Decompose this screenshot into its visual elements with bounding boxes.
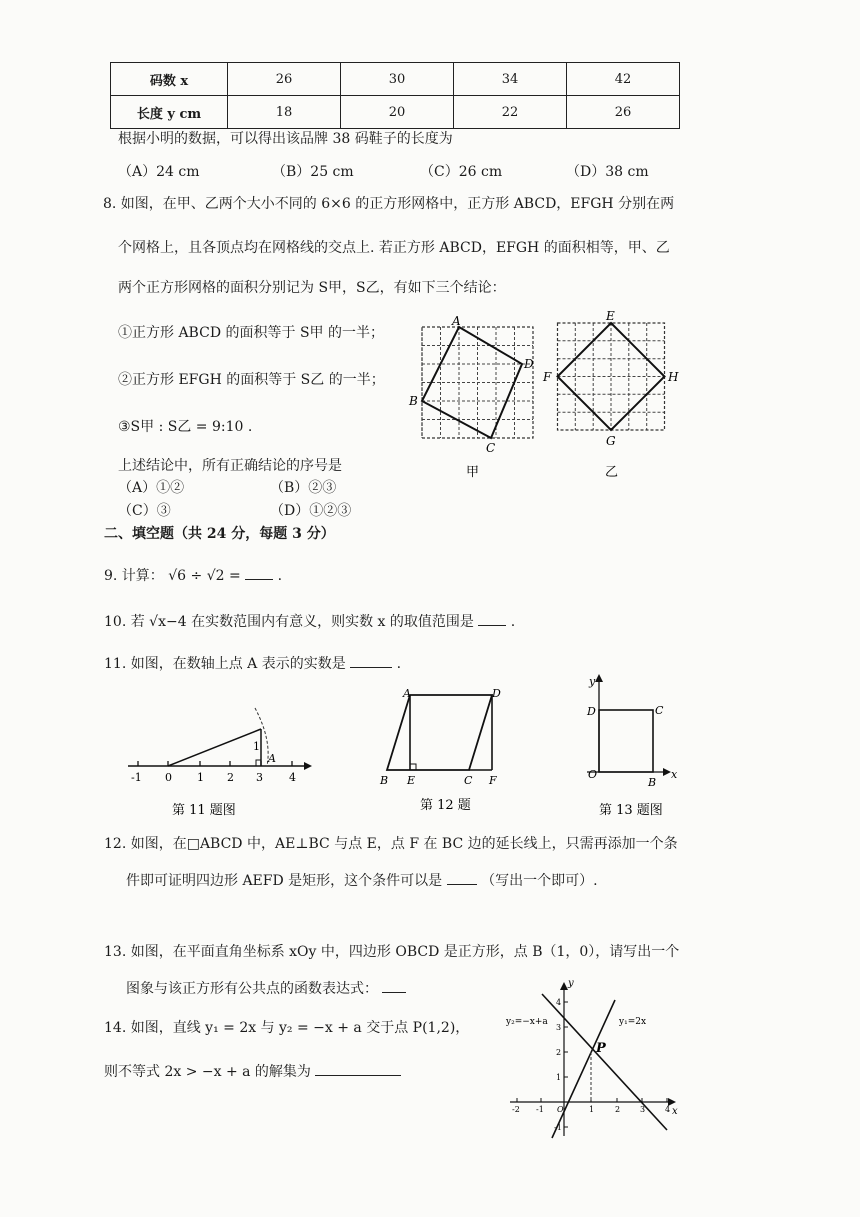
tick-label: -1: [131, 771, 142, 784]
label-g: G: [606, 434, 616, 448]
table-cell: 30: [341, 63, 454, 96]
table-row: [111, 96, 680, 129]
q8-option-d: （D）①②③: [270, 503, 352, 519]
q9-prefix: 9. 计算：: [104, 568, 164, 584]
label-c: C: [655, 704, 664, 717]
q14-line1: 14. 如图，直线 y₁ = 2x 与 y₂ = −x + a 交于点 P(1,2)，: [104, 1020, 470, 1036]
section-heading: 二、填空题（共 24 分，每题 3 分）: [104, 526, 335, 542]
q7-option-c: （C）26 cm: [420, 164, 503, 180]
table-header-length: 长度 y cm: [111, 96, 228, 129]
label-f: F: [543, 370, 552, 384]
arrow-icon: [304, 762, 312, 770]
label-b: B: [648, 776, 657, 789]
q13-answer-blank: [382, 992, 406, 993]
q14-answer-blank: [315, 1075, 401, 1076]
q8-line1: 8. 如图，在甲、乙两个大小不同的 6×6 的正方形网格中，正方形 ABCD，EFGH 分别在两: [103, 196, 675, 212]
label-d: D: [587, 705, 596, 718]
table-cell: 26: [228, 63, 341, 96]
label-c: C: [464, 774, 473, 787]
figure-yi: [540, 310, 690, 486]
label-e: E: [407, 774, 416, 787]
q8-option-a: （A）①②: [118, 480, 185, 496]
label-y: y: [568, 978, 574, 989]
q13-line2: 图象与该正方形有公共点的函数表达式：: [126, 981, 378, 997]
label-d: D: [492, 687, 501, 700]
tick-label: -1: [536, 1105, 544, 1114]
q10-text: 在实数范围内有意义，则实数 x 的取值范围是: [191, 614, 474, 630]
line-y1: [552, 1000, 615, 1138]
label-y1: y₁=2x: [619, 1017, 647, 1027]
caption-11: 第 11 题图: [172, 803, 236, 818]
tick-label: 4: [289, 771, 296, 784]
label-a: A: [268, 752, 276, 765]
table-cell: 20: [341, 96, 454, 129]
q7-option-b: （B）25 cm: [272, 164, 354, 180]
label-o: O: [588, 768, 598, 781]
tick-label: 2: [615, 1105, 621, 1114]
tick-label: 1: [197, 771, 204, 784]
caption-12: 第 12 题: [420, 798, 471, 813]
table-row: [111, 63, 680, 96]
q14-line2: 则不等式 2x > −x + a 的解集为: [104, 1064, 311, 1080]
label-a: A: [452, 314, 461, 328]
q12-line1: 12. 如图，在□ABCD 中，AE⊥BC 与点 E，点 F 在 BC 边的延长线上，只需再添加一个条: [104, 836, 678, 852]
label-b: B: [380, 774, 389, 787]
label-c: C: [486, 441, 496, 455]
tick-label: 3: [256, 771, 263, 784]
y-arrow-icon: [560, 982, 568, 990]
q8-option-b: （B）②③: [270, 480, 337, 496]
q7-option-d: （D）38 cm: [566, 164, 649, 180]
y-arrow-icon: [595, 674, 603, 682]
tick-label: 2: [556, 1048, 562, 1057]
tick-label: 2: [227, 771, 234, 784]
label-a: A: [403, 687, 411, 700]
tick-label: 4: [665, 1105, 671, 1114]
tick-label: 3: [556, 1023, 562, 1032]
tick-label: O: [557, 1105, 564, 1114]
q9-expression: √6 ÷ √2 =: [168, 568, 241, 584]
parallelogram-abcd: [387, 695, 492, 770]
q12-line2: 件即可证明四边形 AEFD 是矩形，这个条件可以是: [126, 873, 443, 889]
figure-13: [575, 672, 695, 827]
q10-expression: √x−4: [149, 614, 187, 630]
q9-period: .: [277, 568, 283, 584]
table-header-size: 码数 x: [111, 63, 228, 96]
figure-jia: [404, 310, 540, 486]
question-12-line2: [126, 870, 598, 890]
question-11: [104, 653, 401, 673]
table-cell: 18: [228, 96, 341, 129]
q7-option-a: （A）24 cm: [118, 164, 200, 180]
tick-label: 1: [556, 1073, 562, 1082]
q11-answer-blank: [350, 667, 392, 668]
q12-end: （写出一个即可）.: [481, 873, 598, 889]
label-d: D: [524, 357, 534, 371]
q13-line1: 13. 如图，在平面直角坐标系 xOy 中，四边形 OBCD 是正方形，点 B（1，0），请写出一个: [104, 944, 680, 960]
q10-answer-blank: [478, 625, 506, 626]
caption-yi: 乙: [605, 465, 619, 480]
table-cell: 22: [454, 96, 567, 129]
tick-label: 0: [165, 771, 172, 784]
q8-option-c: （C）③: [118, 503, 171, 519]
q11-text: 11. 如图，在数轴上点 A 表示的实数是: [104, 656, 346, 672]
label-h: H: [668, 370, 679, 384]
q12-answer-blank: [447, 884, 477, 885]
label-b: B: [409, 394, 418, 408]
caption-13: 第 13 题图: [599, 803, 663, 818]
table-cell: 26: [567, 96, 680, 129]
label-f: F: [489, 774, 497, 787]
label-e: E: [606, 310, 615, 323]
q8-line3: 两个正方形网格的面积分别记为 S甲，S乙，有如下三个结论：: [118, 280, 506, 296]
label-y: y: [589, 675, 596, 688]
tick-label: 3: [640, 1105, 646, 1114]
tick-label: 1: [589, 1105, 595, 1114]
x-arrow-icon: [663, 768, 671, 776]
label-y2: y₂=−x+a: [506, 1017, 548, 1027]
label-p: P: [596, 1041, 606, 1056]
q10-prefix: 10. 若: [104, 614, 145, 630]
figure-11: [120, 700, 320, 825]
q8-conclusion-1: ①正方形 ABCD 的面积等于 S甲 的一半；: [118, 325, 384, 341]
label-x: x: [671, 768, 678, 781]
square-obcd: [599, 710, 653, 772]
tick-label: -1: [554, 1123, 562, 1132]
figure-14: [502, 976, 687, 1146]
table-cell: 42: [567, 63, 680, 96]
question-14-line2: [104, 1061, 401, 1081]
question-10: [104, 611, 515, 631]
q8-line2: 个网格上，且各顶点均在网格线的交点上. 若正方形 ABCD，EFGH 的面积相等，甲、乙: [118, 240, 670, 256]
caption-jia: 甲: [466, 465, 480, 480]
table-cell: 34: [454, 63, 567, 96]
tick-label: 4: [556, 998, 562, 1007]
q10-period: .: [510, 614, 516, 630]
q7-text: 根据小明的数据，可以得出该品牌 38 码鞋子的长度为: [118, 131, 453, 147]
q9-answer-blank: [245, 579, 273, 580]
question-13-line2: [126, 978, 406, 998]
label-x: x: [672, 1106, 678, 1117]
label-one: 1: [253, 740, 260, 753]
q8-conclusion-2: ②正方形 EFGH 的面积等于 S乙 的一半；: [118, 372, 385, 388]
question-9: [104, 565, 282, 585]
shoe-size-table: [110, 62, 680, 129]
figure-12: [372, 684, 512, 829]
q8-question: 上述结论中，所有正确结论的序号是: [118, 458, 342, 474]
q11-period: .: [396, 656, 402, 672]
tick-label: -2: [512, 1105, 520, 1114]
q8-conclusion-3: ③S甲 : S乙 = 9:10 .: [118, 419, 253, 435]
